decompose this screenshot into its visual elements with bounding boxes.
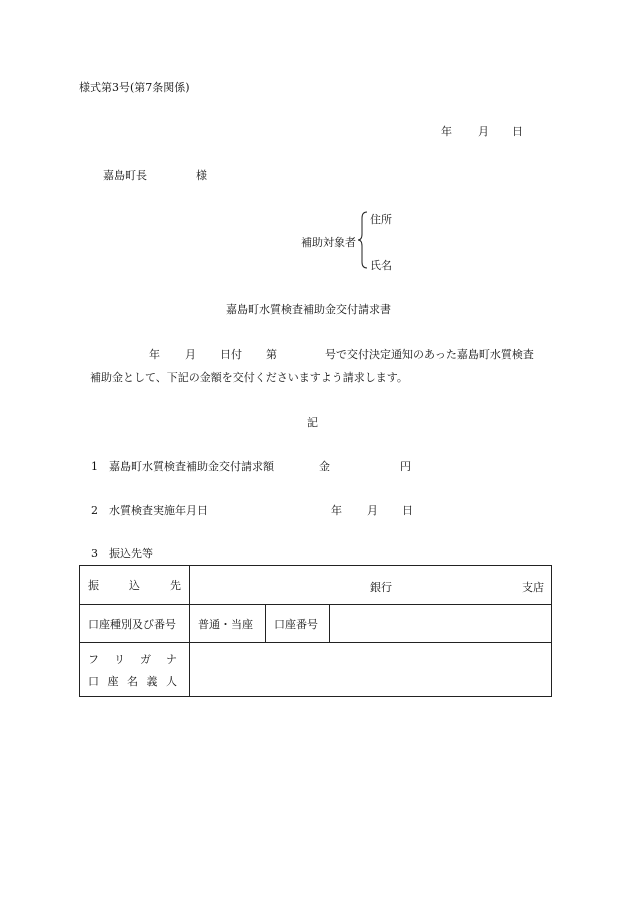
account-type-row-label: 口座種別及び番号 xyxy=(80,605,190,643)
bank-branch-field[interactable] xyxy=(190,566,552,605)
item2-day: 日 xyxy=(402,504,413,517)
address-label: 住所 xyxy=(370,213,392,226)
item2-month: 月 xyxy=(367,504,378,517)
applicant-label: 補助対象者 xyxy=(301,236,356,249)
date-day: 日 xyxy=(512,125,523,138)
addressee-name: 嘉島町長 xyxy=(103,169,147,182)
account-type-field[interactable]: 普通・当座 xyxy=(190,605,266,643)
brace-icon xyxy=(357,210,369,270)
bank-transfer-table xyxy=(79,565,552,697)
item1-number: 1 xyxy=(91,460,98,473)
account-holder-row-label: フ リ ガ ナ 口 座 名 義 人 xyxy=(80,643,190,697)
item2-label: 水質検査実施年月日 xyxy=(109,504,208,517)
account-holder-field[interactable] xyxy=(190,643,552,697)
body-line2: 補助金として、下記の金額を交付くださいますよう請求します。 xyxy=(90,371,408,384)
table-row-bank xyxy=(80,566,552,605)
item1-kin: 金 xyxy=(319,460,330,473)
date-year: 年 xyxy=(441,125,452,138)
account-number-label: 口座番号 xyxy=(266,605,330,643)
document-title: 嘉島町水質検査補助金交付請求書 xyxy=(226,303,391,316)
table-row-holder xyxy=(80,643,552,697)
form-number: 様式第3号(第7条関係) xyxy=(79,81,190,94)
body-year: 年 xyxy=(149,348,160,361)
bank-label: 銀行 xyxy=(370,581,392,594)
body-line1-rest: 号で交付決定通知のあった嘉島町水質検査 xyxy=(325,348,534,361)
body-dai: 第 xyxy=(266,348,277,361)
item1-label: 嘉島町水質検査補助金交付請求額 xyxy=(109,460,274,473)
branch-label: 支店 xyxy=(522,581,544,594)
body-month: 月 xyxy=(185,348,196,361)
item3-number: 3 xyxy=(91,547,98,560)
item2-number: 2 xyxy=(91,504,98,517)
account-number-field[interactable] xyxy=(330,605,552,643)
name-label: 氏名 xyxy=(370,259,392,272)
ki-label: 記 xyxy=(307,416,318,429)
item2-year: 年 xyxy=(331,504,342,517)
body-dated: 日付 xyxy=(220,348,242,361)
item3-label: 振込先等 xyxy=(109,547,153,560)
date-month: 月 xyxy=(478,125,489,138)
item1-yen: 円 xyxy=(400,460,411,473)
table-row-account xyxy=(80,605,552,643)
addressee-honorific: 様 xyxy=(196,169,207,182)
bank-row-label: 振 込 先 xyxy=(80,566,190,605)
